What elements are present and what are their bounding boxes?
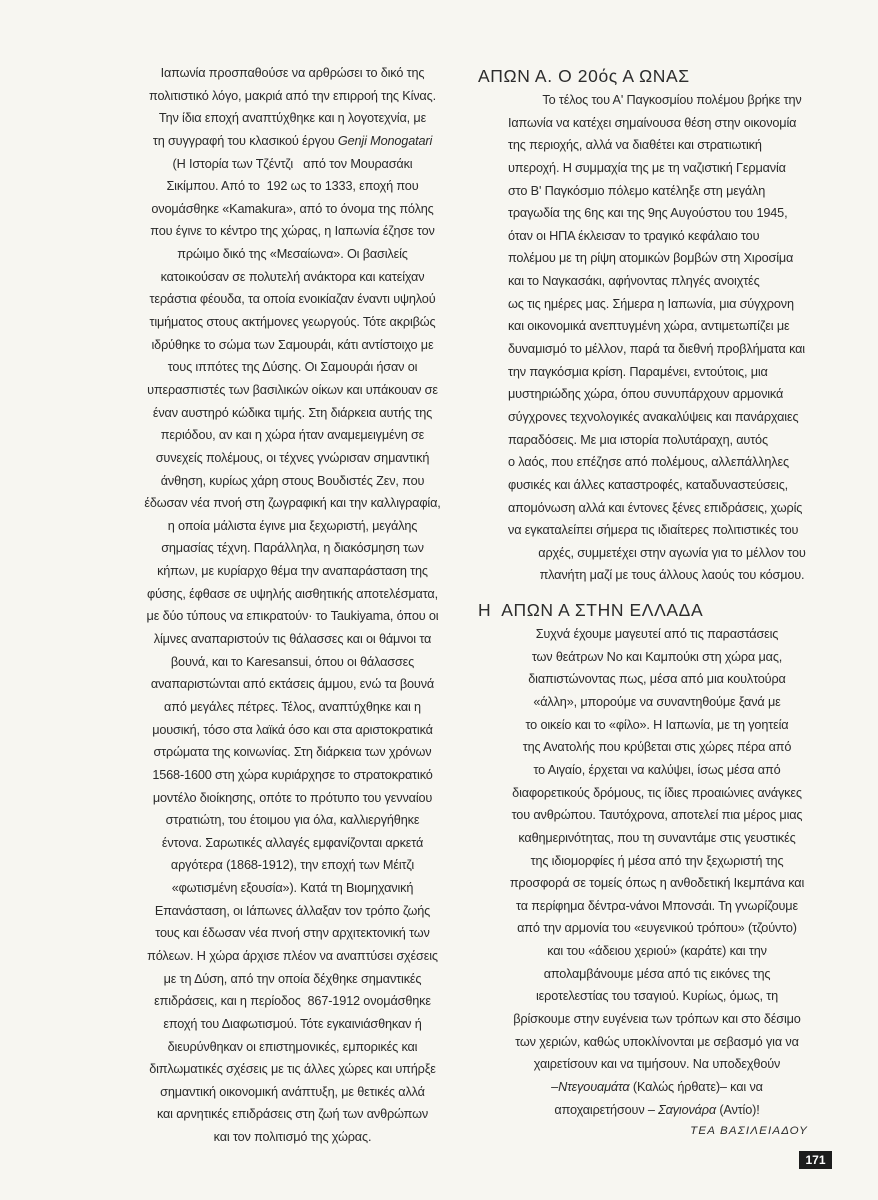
- text-line: [478, 1099, 836, 1122]
- text-line: [120, 470, 465, 493]
- line-text: βρίσκουμε στην ευγένεια των τρόπων και στο δέσιμο: [513, 1011, 801, 1026]
- text-line: [120, 696, 465, 719]
- text-line: [120, 492, 465, 515]
- line-text: κατοικούσαν σε πολυτελή ανάκτορα και κατείχαν: [160, 269, 425, 284]
- text-line: [508, 157, 836, 180]
- text-line: [478, 827, 836, 850]
- line-text: κήπων, με κυρίαρχο θέμα την αναπαράσταση της: [157, 564, 428, 579]
- line-text: προσφορά σε τομείς όπως η ανθοδετική Ικεμπάνα και: [509, 876, 805, 891]
- text-line: [508, 315, 836, 338]
- text-line: [120, 288, 465, 311]
- text-line: [478, 804, 836, 827]
- text-line: [120, 1103, 465, 1126]
- text-line: [508, 564, 836, 587]
- text-line: [120, 220, 465, 243]
- line-text: της περιοχής, αλλά να διαθέτει και στρατιωτική: [508, 138, 762, 153]
- line-text: τα περίφημα δέντρα-νάνοι Μπονσάι. Τη γνωρίζουμε: [516, 898, 798, 913]
- text-line: [120, 787, 465, 810]
- line-text: της ιδιομορφίες ή μέσα από την ξεχωριστή της: [530, 853, 784, 868]
- line-text: με δύο τύπους να επικρατούν· το Taukiyama, όπου οι: [146, 609, 439, 624]
- text-line: [508, 338, 836, 361]
- text-line: [508, 542, 836, 565]
- line-text: και το Ναγκασάκι, αφήνοντας πληγές ανοιχτές: [508, 274, 760, 289]
- line-text: (Η Ιστορία των Τζέντζι από τον Μουρασάκι: [172, 156, 413, 171]
- line-text: στο Β' Παγκόσμιο πόλεμο κατέληξε στη μεγάλη: [508, 183, 766, 198]
- text-line: [120, 628, 465, 651]
- text-line: [120, 560, 465, 583]
- line-text: έναν αυστηρό κώδικα τιμής. Στη διάρκεια αυτής της: [152, 405, 433, 420]
- line-text: δυναμισμό το μέλλον, παρά τα διεθνή προβλήματα και: [508, 342, 805, 357]
- text-line: [508, 429, 836, 452]
- text-line: [478, 985, 836, 1008]
- line-text: εποχή του Διαφωτισμού. Τότε εγκαινιάσθηκαν ή: [163, 1016, 422, 1031]
- text-line: [120, 854, 465, 877]
- line-text: έδωσαν νέα πνοή στη ζωγραφική και την καλλιγραφία,: [144, 496, 441, 511]
- text-line: [508, 247, 836, 270]
- section-body-japan-in-greece: [478, 623, 836, 1121]
- line-text: περιόδου, αν και η χώρα ήταν αναμεμειγμένη σε: [160, 428, 425, 443]
- text-line: [120, 130, 465, 153]
- text-line: [120, 900, 465, 923]
- text-line: [508, 89, 836, 112]
- line-text: τεράστια φέουδα, τα οποία ενοικίαζαν έναντι υψηλού: [149, 292, 436, 307]
- line-text: αποχαιρετήσουν –: [554, 1102, 659, 1117]
- page-number: 171: [799, 1151, 832, 1169]
- line-text: σημαντική οικονομική ανάπτυξη, με θετικές αλλά: [160, 1084, 425, 1099]
- author-byline: ΤΕΑ ΒΑΣΙΛΕΙΑΔΟΥ: [690, 1125, 808, 1138]
- text-line: [508, 270, 836, 293]
- line-text: και οικονομικά ανεπτυγμένη χώρα, αντιμετωπίζει με: [508, 319, 790, 334]
- text-line: [478, 963, 836, 986]
- italic-term: Σαγιονάρα: [658, 1102, 716, 1117]
- line-text: της Ανατολής που κρύβεται στις χώρες πέρα από: [522, 740, 792, 755]
- line-text: Την ίδια εποχή αναπτύχθηκε και η λογοτεχνία, με: [158, 111, 427, 126]
- section-heading-20th-century: ΑΠΩΝ Α. Ο 20ός Α ΩΝΑΣ: [478, 66, 690, 86]
- line-text: συνεχείς πολέμους, οι τέχνες γνώρισαν σημαντική: [155, 450, 430, 465]
- line-text: Σικίμπου. Από το 192 ως το 1333, εποχή που: [166, 179, 419, 194]
- text-line: [478, 1053, 836, 1076]
- text-line: [508, 293, 836, 316]
- text-line: [508, 474, 836, 497]
- text-line: [478, 691, 836, 714]
- text-line: [120, 379, 465, 402]
- line-text: από την αρμονία του «ευγενικού τρόπου» (τζούντο): [517, 921, 797, 936]
- line-text: σημασίας τέχνη. Παράλληλα, η διακόσμηση των: [161, 541, 424, 556]
- line-text: και αρνητικές επιδράσεις στη ζωή των ανθρώπων: [156, 1107, 429, 1122]
- line-text: στρώματα της κοινωνίας. Στη διάρκεια των χρόνων: [153, 745, 432, 760]
- text-line: [120, 945, 465, 968]
- right-column: [478, 62, 836, 1141]
- line-text: πλανήτη μαζί με τους άλλους λαούς του κόσμου.: [539, 568, 805, 583]
- line-text: αναπαριστώνται από εκτάσεις άμμου, ενώ τα βουνά: [150, 677, 435, 692]
- text-line: [120, 741, 465, 764]
- text-line: [478, 850, 836, 873]
- text-line: [508, 180, 836, 203]
- text-line: [478, 917, 836, 940]
- line-text: Συχνά έχουμε μαγευτεί από τις παραστάσεις: [535, 627, 779, 642]
- line-text: φύσης, έφθασε σε υψηλής αισθητικής αποτελέσματα,: [147, 586, 438, 601]
- text-line: [508, 497, 836, 520]
- text-line: [120, 968, 465, 991]
- line-text: διπλωματικές σχέσεις με τις άλλες χώρες και υπήρξε: [149, 1062, 436, 1077]
- text-line: [120, 107, 465, 130]
- line-text: έντονα. Σαρωτικές αλλαγές εμφανίζονται αρκετά: [161, 835, 424, 850]
- text-line: [120, 1081, 465, 1104]
- line-text: χαιρετίσουν και να τιμήσουν. Να υποδεχθούν: [533, 1057, 781, 1072]
- text-line: [120, 605, 465, 628]
- text-line: [478, 1008, 836, 1031]
- text-line: [120, 537, 465, 560]
- italic-term: Genji Monogatari: [337, 133, 433, 148]
- text-line: [508, 134, 836, 157]
- line-text: και τον πολιτισμό της χώρας.: [213, 1130, 372, 1145]
- text-line: [508, 112, 836, 135]
- line-text: με τη Δύση, από την οποία δέχθηκε σημαντικές: [163, 971, 422, 986]
- text-line: [120, 651, 465, 674]
- text-line: [120, 243, 465, 266]
- line-text: πολιτιστικό λόγο, μακριά από την επιρροή της Κίνας.: [149, 88, 436, 103]
- text-line: [120, 447, 465, 470]
- line-text: ιεροτελεστίας του τσαγιού. Κυρίως, όμως, τη: [536, 989, 778, 1004]
- line-text: παραδόσεις. Με μια ιστορία πολυτάραχη, αυτός: [508, 432, 768, 447]
- line-text: μοντέλο διοίκησης, οπότε το πρότυπο του γενναίου: [152, 790, 433, 805]
- line-text: αρχές, συμμετέχει στην αγωνία για το μέλλον του: [538, 545, 806, 560]
- text-line: [120, 62, 465, 85]
- line-text: τους ιππότες της Δύσης. Οι Σαμουράι ήσαν οι: [167, 360, 418, 375]
- line-text: αργότερα (1868-1912), την εποχή των Μέιτζι: [170, 858, 415, 873]
- line-text: διαπιστώνοντας πως, μέσα από μια κουλτούρα: [528, 672, 786, 687]
- left-column: [120, 62, 465, 1149]
- line-text: πόλεων. Η χώρα άρχισε πλέον να αναπτύσει σχέσεις: [147, 948, 438, 963]
- text-line: [508, 225, 836, 248]
- line-text: Το τέλος του Α' Παγκοσμίου πολέμου βρήκε την: [542, 93, 802, 107]
- line-tail: (Καλώς ήρθατε)– και να: [629, 1079, 763, 1094]
- text-line: [508, 202, 836, 225]
- text-line: [478, 940, 836, 963]
- text-line: [120, 877, 465, 900]
- text-line: [120, 1126, 465, 1149]
- text-line: [120, 922, 465, 945]
- line-text: επιδράσεις, και η περίοδος 867-1912 ονομάσθηκε: [154, 994, 431, 1009]
- line-text: Ιαπωνία προσπαθούσε να αρθρώσει το δικό της: [160, 66, 425, 80]
- line-text: όταν οι ΗΠΑ έκλεισαν το τραγικό κεφάλαιο του: [508, 228, 760, 243]
- line-text: των θεάτρων Νο και Καμπούκι στη χώρα μας,: [531, 649, 783, 664]
- text-line: [120, 1013, 465, 1036]
- text-line: [508, 451, 836, 474]
- text-line: [120, 266, 465, 289]
- line-text: που έγινε το κέντρο της χώρας, η Ιαπωνία έζησε τον: [150, 224, 435, 239]
- text-line: [478, 895, 836, 918]
- line-text: τιμήματος στους ακτήμονες γεωργούς. Τότε ακριβώς: [149, 315, 436, 330]
- line-text: το Αιγαίο, έρχεται να καλύψει, ίσως μέσα από: [533, 762, 781, 777]
- text-line: [120, 1036, 465, 1059]
- line-tail: (Αντίο)!: [715, 1102, 760, 1117]
- text-line: [508, 361, 836, 384]
- line-text: μουσική, τόσο στα λαϊκά όσο και στα αριστοκρατικά: [152, 722, 433, 737]
- line-text: –: [551, 1079, 559, 1094]
- line-text: Επανάσταση, οι Ιάπωνες άλλαξαν τον τρόπο ζωής: [154, 903, 431, 918]
- section-heading-japan-in-greece: Η ΑΠΩΝ Α ΣΤΗΝ ΕΛΛΑΔΑ: [478, 600, 704, 621]
- text-line: [120, 175, 465, 198]
- line-text: η οποία μάλιστα έγινε μια ξεχωριστή, μεγάλης: [167, 518, 418, 533]
- line-text: τους και έδωσαν νέα πνοή στην αρχιτεκτονική των: [155, 926, 430, 941]
- line-text: την παγκόσμια κρίση. Παραμένει, εντούτοις, μια: [508, 364, 768, 379]
- text-line: [478, 623, 836, 646]
- line-text: φυσικές και άλλες καταστροφές, καταδυναστεύσεις,: [508, 477, 789, 492]
- line-text: ονομάσθηκε «Kamakura», από το όνομα της πόλης: [151, 201, 434, 216]
- text-line: [478, 782, 836, 805]
- text-line: [120, 153, 465, 176]
- text-line: [120, 515, 465, 538]
- text-line: [120, 832, 465, 855]
- text-line: [120, 719, 465, 742]
- text-line: [478, 1031, 836, 1054]
- text-line: [120, 356, 465, 379]
- text-line: [120, 990, 465, 1013]
- line-text: να εγκαταλείπει σήμερα τις ιδιαίτερες πολιτιστικές του: [508, 523, 799, 538]
- line-text: «φωτισμένη εξουσία»). Κατά τη Βιομηχανική: [171, 881, 414, 896]
- line-text: 1568-1600 στη χώρα κυριάρχησε το στρατοκρατικό: [152, 767, 433, 782]
- text-line: [120, 334, 465, 357]
- line-text: ο λαός, που επέζησε από πολέμους, αλλεπάλληλες: [508, 455, 789, 470]
- line-text: υπερασπιστές των βασιλικών οίκων και υπάκουαν σε: [147, 382, 438, 397]
- line-text: «άλλη», μπορούμε να συναντηθούμε ξανά με: [533, 695, 781, 710]
- line-text: μυστηριώδης χώρα, όπου συνυπάρχουν αρμονικά: [508, 387, 784, 402]
- line-text: διευρύνθηκαν οι επιστημονικές, εμπορικές και: [167, 1039, 418, 1054]
- line-text: ιδρύθηκε το σώμα των Σαμουράι, κάτι αντίστοιχο με: [151, 337, 434, 352]
- text-line: [120, 809, 465, 832]
- text-line: [478, 646, 836, 669]
- text-line: [478, 759, 836, 782]
- line-text: τραγωδία της 6ης και της 9ης Αυγούστου του 1945,: [508, 206, 788, 221]
- line-text: πολέμου με τη ρίψη ατομικών βομβών στη Χιροσίμα: [508, 251, 794, 266]
- text-line: [508, 406, 836, 429]
- text-line: [120, 583, 465, 606]
- line-text: πρώιμο δικό της «Μεσαίωνα». Οι βασιλείς: [177, 247, 408, 262]
- text-line: [120, 424, 465, 447]
- line-text: το οικείο και το «φίλο». Η Ιαπωνία, με τη γοητεία: [525, 717, 789, 732]
- text-line: [478, 714, 836, 737]
- line-text: λίμνες αναπαριστούν τις θάλασσες και οι θάμνοι τα: [153, 632, 432, 647]
- text-line: [120, 85, 465, 108]
- text-line: [120, 1058, 465, 1081]
- text-line: [120, 402, 465, 425]
- line-text: Ιαπωνία να κατέχει σημαίνουσα θέση στην οικονομία: [508, 115, 797, 130]
- text-line: [120, 673, 465, 696]
- line-text: και του «άδειου χεριού» (καράτε) και την: [547, 944, 767, 959]
- line-text: απομόνωση αλλά και έντονες ξένες επιδράσεις, χωρίς: [508, 500, 803, 515]
- section-body-20th-century: [478, 89, 836, 587]
- line-text: στρατιώτη, του έτοιμου για όλα, καλλιεργήθηκε: [165, 813, 420, 828]
- line-text: διαφορετικούς δρόμους, τις ίδιες προαιώνιες ανάγκες: [512, 785, 802, 800]
- text-line: [508, 519, 836, 542]
- text-line: [120, 764, 465, 787]
- line-text: τη συγγραφή του κλασικού έργου: [152, 133, 338, 148]
- text-line: [120, 198, 465, 221]
- line-text: απολαμβάνουμε μέσα από τις εικόνες της: [543, 966, 771, 981]
- line-text: από μεγάλες πέτρες. Τέλος, αναπτύχθηκε και η: [164, 699, 421, 714]
- line-text: βουνά, και το Karesansui, όπου οι θάλασσες: [170, 654, 415, 669]
- text-line: [478, 872, 836, 895]
- line-text: των χεριών, καθώς υποκλίνονται με σεβασμό για να: [515, 1034, 799, 1049]
- line-text: καθημερινότητας, που τη συναντάμε στις γευστικές: [518, 830, 796, 845]
- line-text: υπεροχή. Η συμμαχία της με τη ναζιστική Γερμανία: [508, 160, 786, 175]
- text-line: [478, 668, 836, 691]
- text-line: [478, 736, 836, 759]
- italic-term: Ντεγουαμάτα: [558, 1079, 630, 1094]
- line-text: ως τις ημέρες μας. Σήμερα η Ιαπωνία, μια σύγχρονη: [508, 296, 794, 311]
- text-line: [120, 311, 465, 334]
- text-line: [508, 383, 836, 406]
- text-line: [478, 1076, 836, 1099]
- line-text: του ανθρώπου. Ταυτόχρονα, αποτελεί πια μέρος μιας: [511, 808, 803, 823]
- line-text: σύγχρονες τεχνολογικές ανακαλύψεις και πανάρχαιες: [508, 409, 799, 424]
- line-text: άνθηση, κυρίως χάρη στους Βουδιστές Ζεν, που: [160, 473, 425, 488]
